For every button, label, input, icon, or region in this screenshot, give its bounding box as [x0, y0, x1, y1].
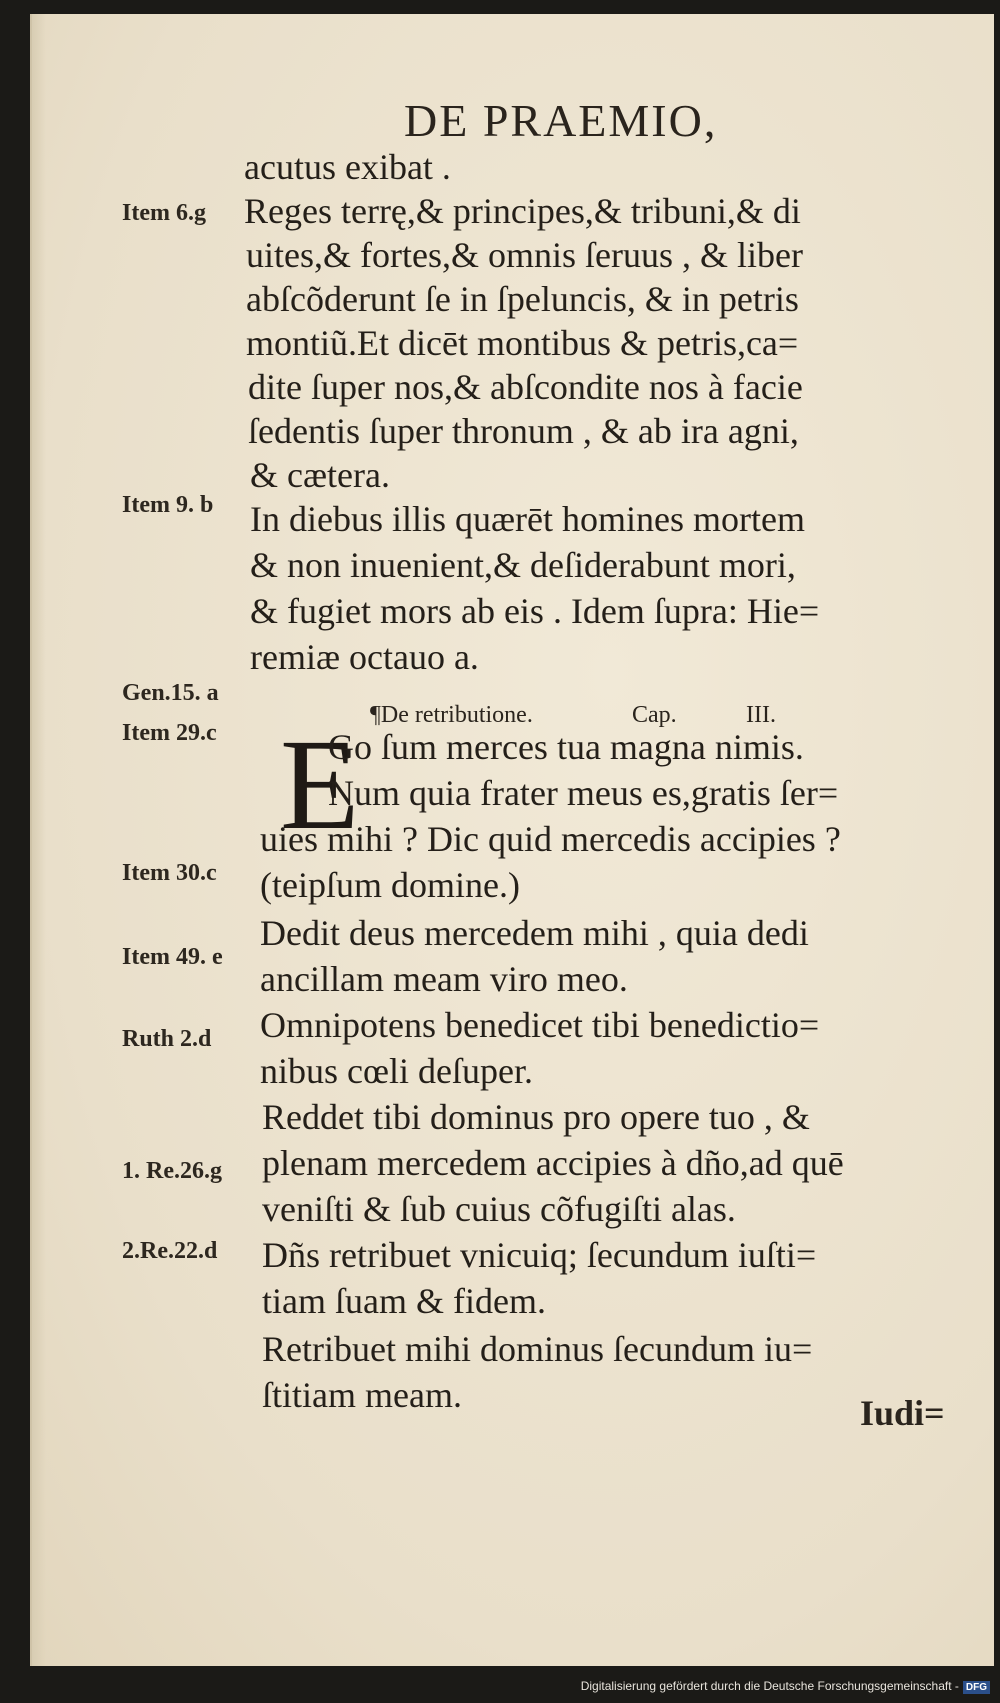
catchword: Iudi= [860, 1393, 945, 1433]
margin-note: Gen.15. a [122, 680, 219, 706]
margin-note: Item 30.c [122, 860, 217, 886]
digitization-credit [581, 1679, 990, 1694]
chapter-number: III. [746, 702, 776, 728]
text-line: (teipſum domine.) [260, 865, 520, 905]
margin-note: Item 9. b [122, 492, 214, 518]
text-line: Reddet tibi dominus pro opere tuo , & [262, 1097, 810, 1137]
text-line: Dedit deus mercedem mihi , quia dedi [260, 913, 809, 953]
text-line: remiæ octauo a. [250, 637, 479, 677]
margin-note: Ruth 2.d [122, 1026, 212, 1052]
margin-note: Item 49. e [122, 944, 223, 970]
margin-note: 2.Re.22.d [122, 1238, 218, 1264]
text-line: Retribuet mihi dominus ſecundum iu= [262, 1329, 813, 1369]
text-line: dite ſuper nos,& abſcondite nos à facie [248, 367, 803, 407]
dfg-logo: DFG [963, 1681, 990, 1694]
text-line: plenam mercedem accipies à dño,ad quē [262, 1143, 844, 1183]
page-fold-shadow [32, 14, 46, 1666]
text-line: & non inuenient,& deſiderabunt mori, [250, 545, 796, 585]
margin-note: Item 29.c [122, 720, 217, 746]
text-line: ſtitiam meam. [262, 1375, 462, 1415]
text-line: abſcõderunt ſe in ſpeluncis, & in petris [246, 279, 799, 319]
margin-note: 1. Re.26.g [122, 1158, 222, 1184]
text-line: acutus exibat . [244, 147, 451, 187]
text-line: veniſti & ſub cuius cõfugiſti alas. [262, 1189, 736, 1229]
text-line: Reges terrę,& principes,& tribuni,& di [244, 191, 801, 231]
text-line: tiam ſuam & fidem. [262, 1281, 546, 1321]
text-line: & cætera. [250, 455, 390, 495]
text-line: ſedentis ſuper thronum , & ab ira agni, [248, 411, 799, 451]
text-line: montiũ.Et dicēt montibus & petris,ca= [246, 323, 799, 363]
text-line: uites,& fortes,& omnis ſeruus , & liber [246, 235, 803, 275]
text-line: Dñs retribuet vnicuiq; ſecundum iuſti= [262, 1235, 817, 1275]
text-line: In diebus illis quærēt homines mortem [250, 499, 805, 539]
chapter-title: ¶De retributione. [370, 702, 533, 728]
drop-cap: E [280, 713, 360, 857]
text-line: Omnipotens benedicet tibi benedictio= [260, 1005, 820, 1045]
text-line: & fugiet mors ab eis . Idem ſupra: Hie= [250, 591, 820, 631]
credit-text: Digitalisierung gefördert durch die Deutsche Forschungsgemeinschaft - [580, 1679, 959, 1693]
chapter-cap-label: Cap. [632, 702, 677, 728]
text-line: uies mihi ? Dic quid mercedis accipies ? [260, 819, 841, 859]
running-header: DE PRAEMIO, [404, 95, 718, 146]
text-line: ancillam meam viro meo. [260, 959, 628, 999]
book-page [30, 14, 994, 1666]
text-line: Go ſum merces tua magna nimis. [328, 727, 804, 767]
text-line: Num quia frater meus es,gratis ſer= [328, 773, 839, 813]
text-line: nibus cœli deſuper. [260, 1051, 533, 1091]
margin-note: Item 6.g [122, 200, 206, 226]
